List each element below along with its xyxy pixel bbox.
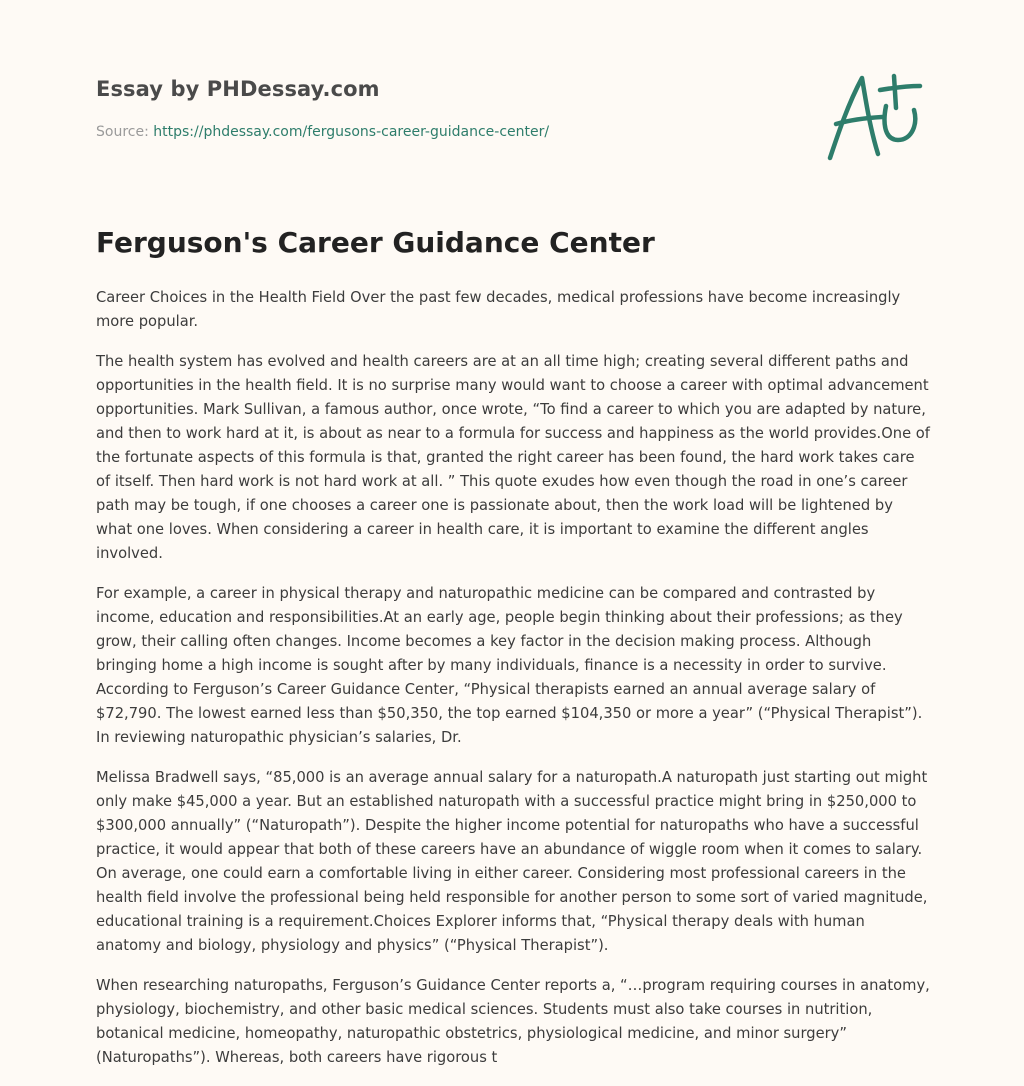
page-header bbox=[96, 0, 946, 170]
source-link[interactable]: https://phdessay.com/fergusons-career-guidance-center/ bbox=[153, 124, 550, 140]
essay-paragraph: The health system has evolved and health careers are at an all time high; creating several different paths and opportunities in the health field. It is no surprise many would want to choose a career with optimal advancement opportunities. Mark Sullivan, a famous author, once wrote, “To find a career to which you are adapted by nature, and then to work hard at it, is about as near to a formula for success and happiness as the world provides.One of the fortunate aspects of this formula is that, granted the right career has been found, the hard work takes care of itself. Then hard work is not hard work at all. ” This quote exudes how even though the road in one’s career path may be tough, if one chooses a career one is passionate about, then the work load will be lightened by what one loves. When considering a career in health care, it is important to examine the different angles involved. bbox=[96, 353, 930, 562]
essay-paragraph: When researching naturopaths, Ferguson’s Guidance Center reports a, “…program requiring courses in anatomy, physiology, biochemistry, and other basic medical sciences. Students must also take courses in nutrition, botanical medicine, homeopathy, naturopathic obstetrics, physiological medicine, and minor surgery” (Naturopaths”). Whereas, both careers have rigorous t bbox=[96, 977, 930, 1066]
a-plus-logo-icon bbox=[822, 68, 926, 164]
essay-title: Ferguson's Career Guidance Center bbox=[96, 226, 655, 259]
source-line bbox=[96, 124, 549, 140]
essay-paragraph: Career Choices in the Health Field Over the past few decades, medical professions have become increasingly more popular. bbox=[96, 289, 901, 330]
essay-body bbox=[96, 286, 932, 1086]
site-title: Essay by PHDessay.com bbox=[96, 77, 380, 101]
essay-paragraph: For example, a career in physical therapy and naturopathic medicine can be compared and contrasted by income, education and responsibilities.At an early age, people begin thinking about their professions; as they grow, their calling often changes. Income becomes a key factor in the decision making process. Although bringing home a high income is sought after by many individuals, finance is a necessity in order to survive. According to Ferguson’s Career Guidance Center, “Physical therapists earned an annual average salary of $72,790. The lowest earned less than $50,350, the top earned $104,350 or more a year” (“Physical Therapist”). In reviewing naturopathic physician’s salaries, Dr. bbox=[96, 585, 923, 746]
essay-paragraph: Melissa Bradwell says, “85,000 is an average annual salary for a naturopath.A naturopath just starting out might only make $45,000 a year. But an established naturopath with a successful practice might bring in $250,000 to $300,000 annually” (“Naturopath”). Despite the higher income potential for naturopaths who have a successful practice, it would appear that both of these careers have an abundance of wiggle room when it comes to salary. On average, one could earn a comfortable living in either career. Considering most professional careers in the health field involve the professional being held responsible for another person to some sort of varied magnitude, educational training is a requirement.Choices Explorer informs that, “Physical therapy deals with human anatomy and biology, physiology and physics” (“Physical Therapist”). bbox=[96, 769, 928, 954]
source-label: Source: bbox=[96, 124, 154, 140]
